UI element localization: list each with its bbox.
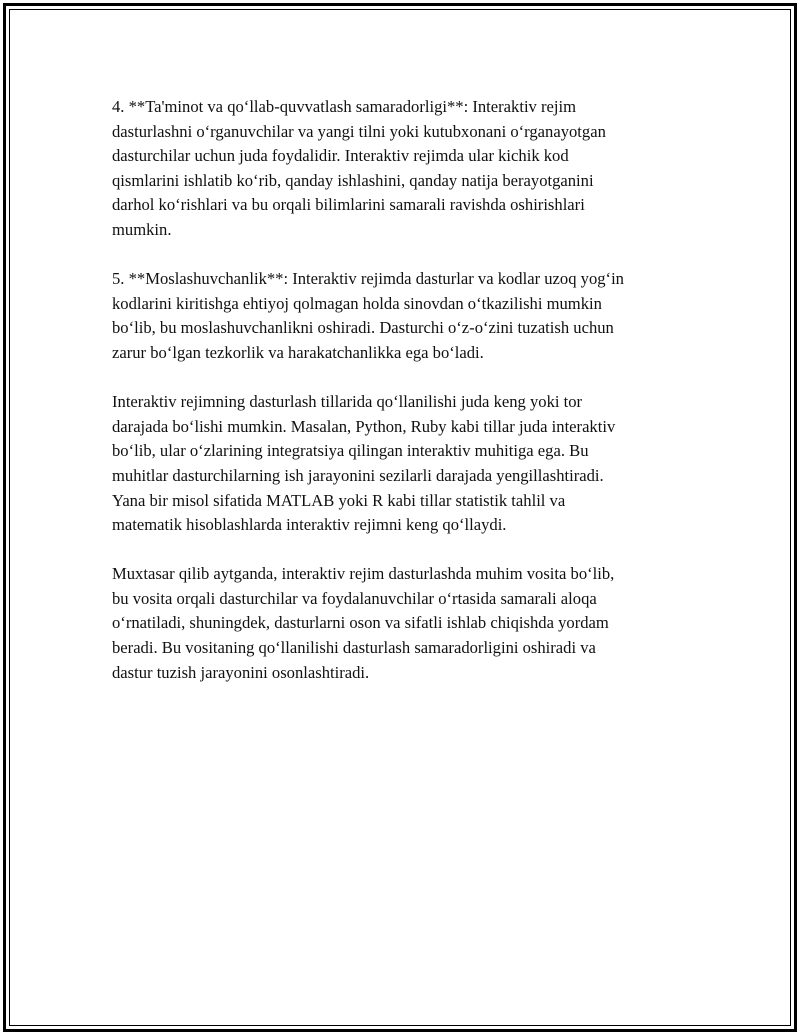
text-line: 4. **Ta'minot va qo‘llab-quvvatlash samaradorligi**: Interaktiv rejim xyxy=(112,97,577,116)
text-line: zarur bo‘lgan tezkorlik va harakatchanlikka ega bo‘ladi. xyxy=(112,342,484,362)
text-line: bo‘lib, bu moslashuvchanlikni oshiradi. Dasturchi o‘z-o‘zini tuzatish uchun xyxy=(112,318,614,338)
text-line: dastur tuzish jarayonini osonlashtiradi. xyxy=(112,662,370,682)
text-line: muhitlar dasturchilarning ish jarayonini sezilarli darajada yengillashtiradi. xyxy=(112,465,604,485)
text-line: bu vosita orqali dasturchilar va foydalanuvchilar o‘rtasida samarali aloqa xyxy=(112,588,597,608)
text-line: dasturchilar uchun juda foydalidir. Interaktiv rejimda ular kichik kod xyxy=(112,146,569,166)
text-line: matematik hisoblashlarda interaktiv rejimni keng qo‘llaydi. xyxy=(112,515,507,535)
text-line: Interaktiv rejimning dasturlash tillarida qo‘llanilishi juda keng yoki tor xyxy=(112,392,583,412)
text-line: bo‘lib, ular o‘zlarining integratsiya qilingan interaktiv muhitiga ega. Bu xyxy=(112,441,589,461)
paragraph-taminot xyxy=(112,95,712,243)
text-line: darajada bo‘lishi mumkin. Masalan, Python, Ruby kabi tillar juda interaktiv xyxy=(112,416,616,436)
paragraph-qollanilishi xyxy=(112,390,712,538)
text-line: qismlarini ishlatib ko‘rib, qanday ishlashini, qanday natija berayotganini xyxy=(112,170,594,190)
paragraph-xulosa xyxy=(112,562,712,685)
text-line: beradi. Bu vositaning qo‘llanilishi dasturlash samaradorligini oshiradi va xyxy=(112,638,596,658)
text-line: Yana bir misol sifatida MATLAB yoki R kabi tillar statistik tahlil va xyxy=(112,490,566,510)
text-line: Muxtasar qilib aytganda, interaktiv rejim dasturlashda muhim vosita bo‘lib, xyxy=(112,564,615,584)
text-line: 5. **Moslashuvchanlik**: Interaktiv rejimda dasturlar va kodlar uzoq yog‘in xyxy=(112,269,624,289)
text-line: mumkin. xyxy=(112,219,172,239)
text-line: darhol ko‘rishlari va bu orqali bilimlarini samarali ravishda oshirishlari xyxy=(112,195,585,215)
text-line: o‘rnatiladi, shuningdek, dasturlarni oson va sifatli ishlab chiqishda yordam xyxy=(112,613,609,633)
text-line: dasturlashni o‘rganuvchilar va yangi tilni yoki kutubxonani o‘rganayotgan xyxy=(112,121,606,141)
text-line: kodlarini kiritishga ehtiyoj qolmagan holda sinovdan o‘tkazilishi mumkin xyxy=(112,293,602,313)
document-body xyxy=(112,95,712,710)
paragraph-moslashuvchanlik xyxy=(112,267,712,365)
